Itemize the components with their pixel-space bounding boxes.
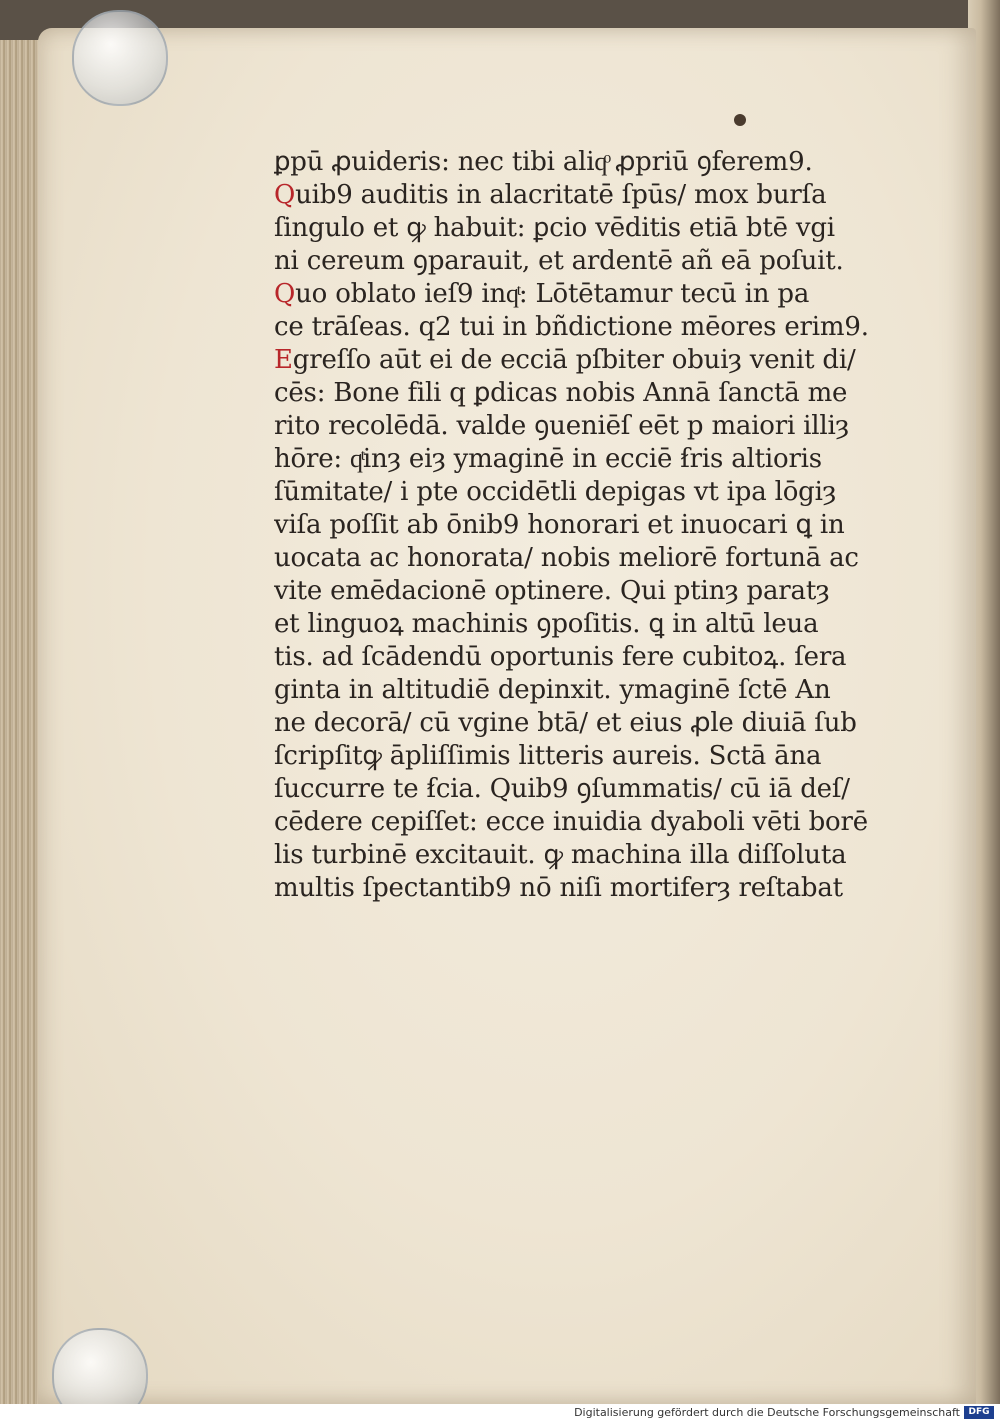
ink-spot <box>734 114 746 126</box>
text-line: ginta in altitudiē depinxit. ymaginē ſctē An <box>274 675 831 705</box>
page-clip-top <box>72 10 168 106</box>
text-block <box>274 146 894 905</box>
text-line: viſa poſſit ab ōnib9 honorari et inuocari ꝗ in <box>274 510 845 540</box>
rubricated-initial: E <box>274 345 293 375</box>
text-line: ni cereum ꝯparauit, et ardentē añ eā poſuit. <box>274 246 844 276</box>
text-line: ſuccurre te ẜcia. Quib9 ꝯſummatis/ cū iā deſ/ <box>274 774 850 804</box>
text-line: Quo oblato ieſ9 inqͭ: Lōtētamur tecū in pa <box>274 279 810 309</box>
dfg-logo: DFG <box>964 1406 994 1419</box>
text-line: lis turbinē excitauit. ꝙ machina illa diſſoluta <box>274 840 847 870</box>
text-line: Quib9 auditis in alacritatē ſpūs/ mox burſa <box>274 180 827 210</box>
text-line: multis ſpectantib9 nō niſi mortiferȝ reſtabat <box>274 873 843 903</box>
funding-credit: Digitalisierung gefördert durch die Deutsche Forschungsgemeinschaft <box>574 1406 960 1419</box>
text-line: vite emēdacionē optinere. Qui ptinȝ paratȝ <box>274 576 830 606</box>
rubricated-initial: Q <box>274 279 296 309</box>
text-line: tis. ad ſcādendū oportunis fere cubitoꝝ. ſera <box>274 642 847 672</box>
text-line: ꝑpū ꝓuideris: nec tibi aliqͦ ꝓpriū ꝯferem9. <box>274 147 813 177</box>
text-line: Egreſſo aūt ei de ecciā pſbiter obuiȝ venit di/ <box>274 345 856 375</box>
text-line: cēs: Bone fili q ꝑdicas nobis Annā ſanctā me <box>274 378 848 408</box>
text-line: et linguoꝝ machinis ꝯpoſitis. ꝗ in altū leua <box>274 609 819 639</box>
text-line: rito recolēdā. valde ꝯueniēſ eēt p maiori illiȝ <box>274 411 849 441</box>
text-line: ne decorā/ cū vgine btā/ et eius ꝓle diuiā ſub <box>274 708 857 738</box>
rubricated-initial: Q <box>274 180 296 210</box>
text-line: hōre: qͭinȝ eiȝ ymaginē in ecciē ẜris altioris <box>274 444 822 474</box>
text-line: cēdere cepiſſet: ecce inuidia dyaboli vēti borē <box>274 807 868 837</box>
text-line: ſūmitate/ i pte occidētli depigas vt ipa lōgiȝ <box>274 477 837 507</box>
text-line: ce trāſeas. q2 tui in bñdictione mēores erim9. <box>274 312 869 342</box>
footer-bar <box>0 1404 1000 1422</box>
text-line: ſingulo et ꝙ habuit: ꝑcio vēditis etiā btē vgi <box>274 213 835 243</box>
text-line: uocata ac honorata/ nobis meliorē fortunā ac <box>274 543 859 573</box>
text-line: ſcripſitꝙ āpliſſimis litteris aureis. Sctā āna <box>274 741 822 771</box>
